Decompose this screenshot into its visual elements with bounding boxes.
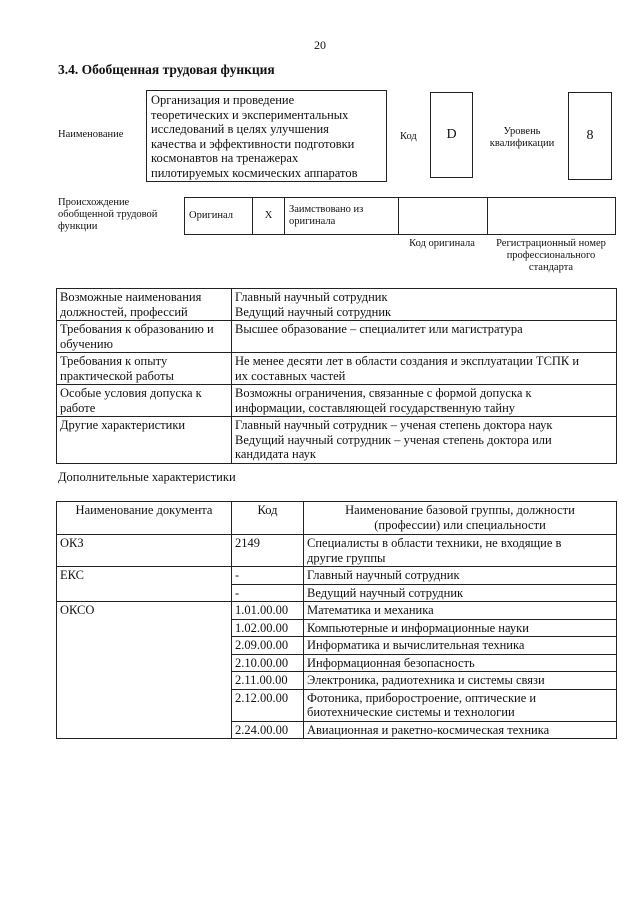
table-row (57, 535, 617, 567)
table-row (57, 567, 617, 585)
origin-label (58, 197, 178, 233)
characteristic-value-line: Не менее десяти лет в области создания и эксплуатации ТСПК и (235, 354, 580, 368)
doc-code: 2.24.00.00 (232, 721, 304, 739)
characteristic-label-line: обучению (60, 336, 113, 351)
characteristic-label (57, 289, 232, 321)
code-value-box (430, 92, 473, 178)
characteristic-value-line: Высшее образование – специалитет или магистратура (235, 322, 523, 336)
code-label: Код (400, 131, 417, 142)
characteristic-value (232, 321, 617, 353)
level-label-line: Уровень (503, 126, 541, 137)
group-name (304, 689, 617, 721)
group-name: Электроника, радиотехника и системы связи (304, 672, 617, 690)
group-name: Математика и механика (304, 602, 617, 620)
characteristic-label (57, 321, 232, 353)
level-value-box (568, 92, 612, 180)
characteristic-value-line: Главный научный сотрудник – ученая степень доктора наук (235, 418, 553, 432)
level-label-line: квалификации (489, 138, 555, 149)
characteristics-row (57, 385, 617, 417)
characteristics-row (57, 417, 617, 464)
doc-code: 2.11.00.00 (232, 672, 304, 690)
doc-code: - (232, 567, 304, 585)
function-name-line: пилотируемых космических аппаратов (151, 165, 358, 180)
doc-name: ЕКС (57, 567, 232, 602)
characteristics-row (57, 353, 617, 385)
group-name: Информационная безопасность (304, 654, 617, 672)
characteristics-row (57, 321, 617, 353)
function-name-line: Организация и проведение (151, 93, 295, 107)
characteristic-label-line: Другие характеристики (60, 418, 186, 432)
extra-header-row (57, 502, 617, 535)
characteristic-value (232, 385, 617, 417)
characteristic-label-line: работе (60, 400, 96, 415)
characteristics-row (57, 289, 617, 321)
characteristic-label (57, 385, 232, 417)
characteristic-value (232, 289, 617, 321)
origin-label-line: Происхождение (58, 197, 130, 208)
section-title: 3.4. Обобщенная трудовая функция (58, 62, 275, 77)
characteristic-label-line: Требования к образованию и (60, 322, 214, 336)
code-original-caption: Код оригинала (409, 238, 475, 249)
name-label: Наименование (58, 129, 124, 140)
reg-number-caption (487, 238, 615, 274)
characteristic-label (57, 353, 232, 385)
group-name-line: Фотоника, приборостроение, оптические и (307, 690, 537, 705)
function-name-line: качества и эффективности подготовки (151, 136, 355, 151)
origin-table (184, 197, 616, 235)
group-name: Ведущий научный сотрудник (304, 584, 617, 602)
doc-code: 2.09.00.00 (232, 637, 304, 655)
reg-number-caption-line: профессионального (506, 250, 596, 261)
characteristic-value-line: Ведущий научный сотрудник (235, 304, 392, 319)
characteristic-value-line: Возможны ограничения, связанные с формой допуска к (235, 386, 532, 400)
characteristic-value-line: информации, составляющей государственную тайну (235, 400, 516, 415)
characteristic-label-line: практической работы (60, 368, 174, 383)
characteristic-label-line: Требования к опыту (60, 354, 168, 368)
characteristic-value-line: Главный научный сотрудник (235, 290, 388, 304)
header-doc: Наименование документа (57, 502, 232, 535)
origin-label-line: функции (58, 221, 98, 232)
level-value: 8 (586, 128, 594, 143)
doc-code: 2149 (232, 535, 304, 567)
group-name (304, 535, 617, 567)
header-name-line: Наименование базовой группы, должности (345, 503, 575, 517)
doc-name: ОКЗ (57, 535, 232, 567)
header-name (304, 502, 617, 535)
group-name: Авиационная и ракетно-космическая техника (304, 721, 617, 739)
group-name: Компьютерные и информационные науки (304, 619, 617, 637)
characteristics-table (56, 288, 617, 464)
table-row (57, 602, 617, 620)
characteristic-label (57, 417, 232, 464)
original-label: Оригинал (185, 198, 253, 235)
function-name-line: космонавтов на тренажерах (151, 151, 299, 166)
group-name: Информатика и вычислительная техника (304, 637, 617, 655)
level-label (486, 126, 558, 150)
characteristic-value (232, 417, 617, 464)
group-name-line: другие группы (307, 550, 386, 565)
characteristic-label-line: Возможные наименования (60, 290, 202, 304)
group-name-line: Специалисты в области техники, не входящие в (307, 536, 562, 550)
reg-number-caption-line: стандарта (528, 262, 574, 273)
group-name: Главный научный сотрудник (304, 567, 617, 585)
characteristic-value (232, 353, 617, 385)
original-mark: X (253, 198, 285, 235)
extra-characteristics-title: Дополнительные характеристики (58, 470, 236, 484)
doc-code: - (232, 584, 304, 602)
code-original-cell (399, 198, 488, 235)
characteristic-value-line: кандидата наук (235, 447, 316, 461)
doc-code: 2.10.00.00 (232, 654, 304, 672)
origin-label-line: обобщенной трудовой (58, 209, 158, 220)
characteristic-value-line: их составных частей (235, 368, 346, 383)
doc-code: 1.02.00.00 (232, 619, 304, 637)
function-name-line: теоретических и экспериментальных (151, 107, 349, 122)
function-name-line: исследований в целях улучшения (151, 122, 329, 137)
characteristic-value-line: Ведущий научный сотрудник – ученая степень доктора или (235, 432, 552, 447)
header-name-line: (профессии) или специальности (374, 517, 546, 532)
header-code: Код (232, 502, 304, 535)
doc-code: 1.01.00.00 (232, 602, 304, 620)
reg-number-cell (488, 198, 616, 235)
borrowed-label-line: оригинала (289, 216, 336, 227)
code-value: D (446, 127, 457, 142)
characteristic-label-line: должностей, профессий (60, 304, 188, 319)
doc-code: 2.12.00.00 (232, 689, 304, 721)
doc-name: ОКСО (57, 602, 232, 739)
function-name-box (146, 90, 387, 182)
characteristic-label-line: Особые условия допуска к (60, 386, 202, 400)
borrowed-label (285, 198, 399, 235)
reg-number-caption-line: Регистрационный номер (496, 238, 606, 249)
group-name-line: биотехнические системы и технологии (307, 705, 515, 719)
borrowed-label-line: Заимствовано из (289, 204, 364, 215)
extra-characteristics-table (56, 501, 617, 739)
page-number: 20 (314, 38, 326, 52)
